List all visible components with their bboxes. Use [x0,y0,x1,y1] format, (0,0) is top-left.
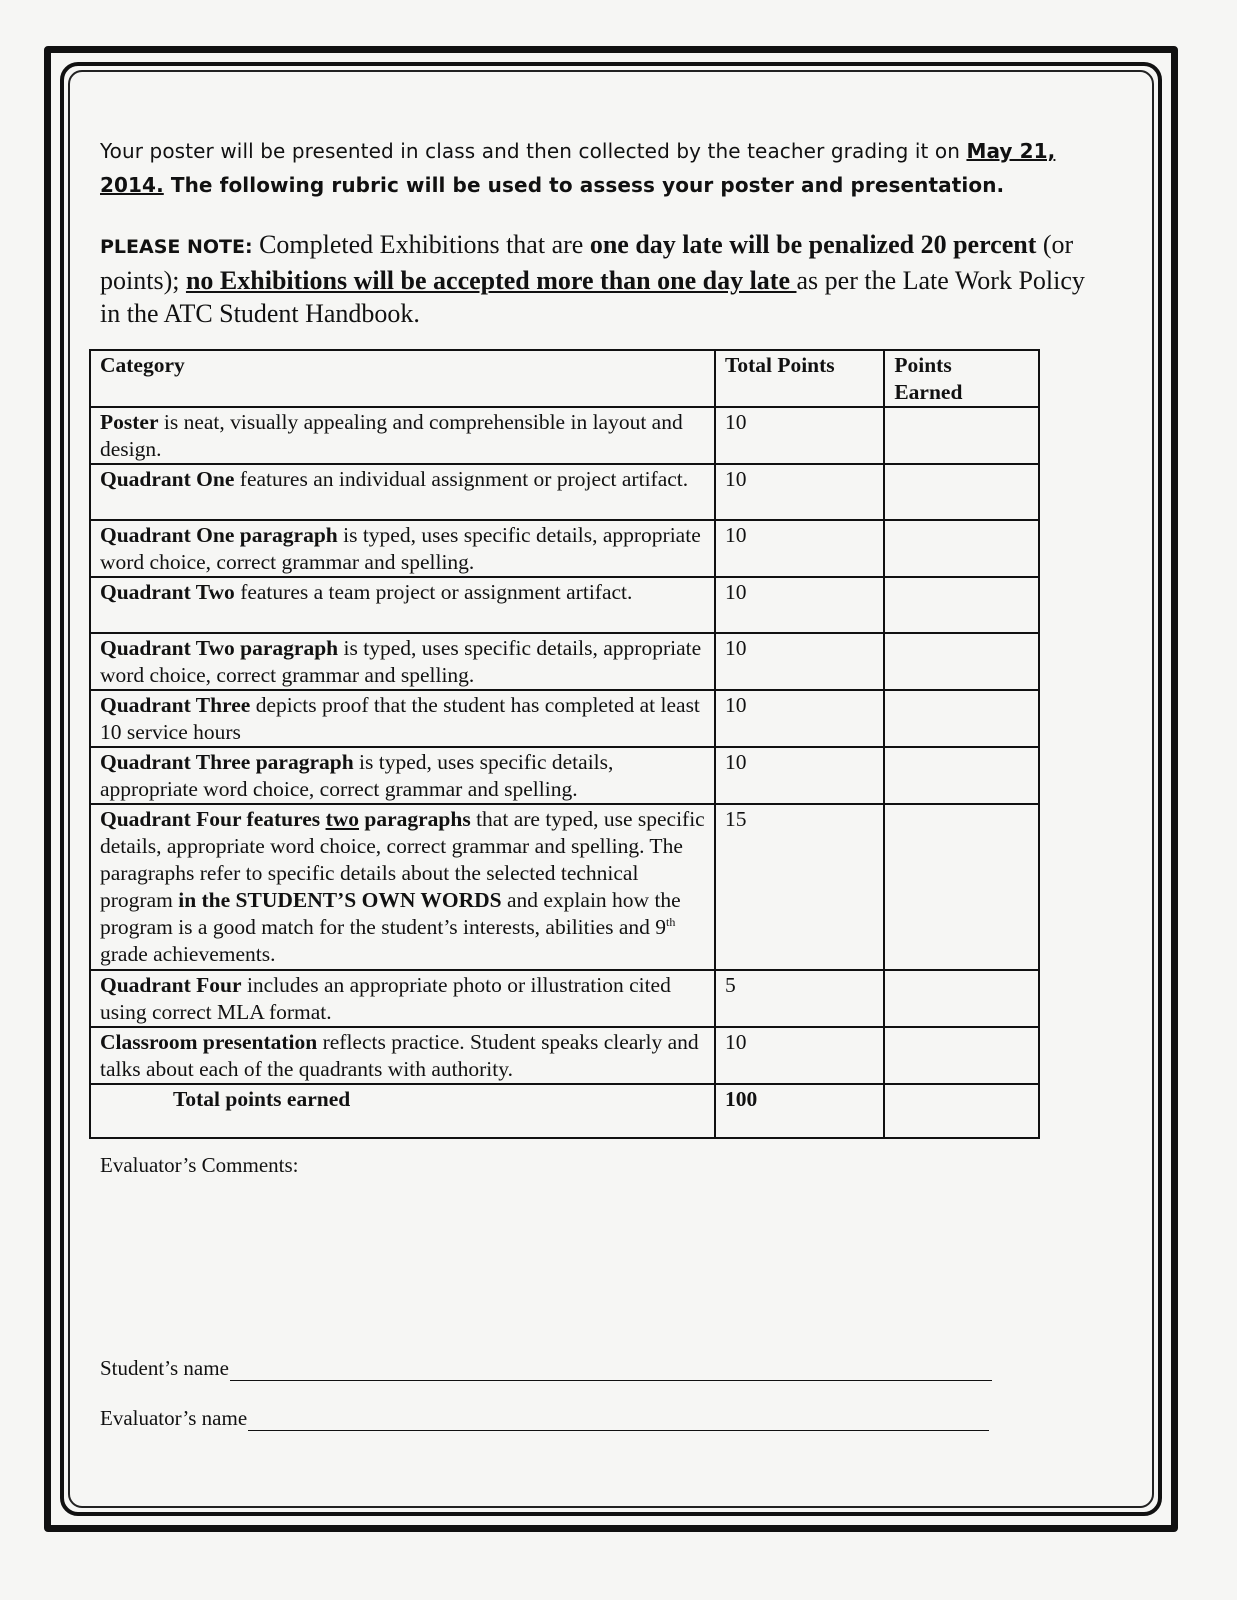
total-points-cell: 10 [715,407,884,464]
student-name-line[interactable] [230,1358,992,1381]
note-text-3: as per the Late Work Policy in the ATC Student Handbook. [100,266,1085,328]
due-date-part1: May 21, [966,139,1056,163]
student-name-field [100,1356,992,1381]
header-total-points: Total Points [715,350,884,407]
category-text: is typed, uses specific details, appropriate word choice, correct grammar and spelling. [100,636,702,687]
total-points-cell: 10 [715,690,884,747]
category-text: reflects practice. Student speaks clearly and talks about each of the quadrants with authority. [100,1030,699,1081]
evaluator-name-label: Evaluator’s name [100,1406,248,1430]
category-text: features an individual assignment or project artifact. [234,467,689,491]
table-header-row [90,350,1039,407]
note-text-1: Completed Exhibitions that are [252,230,590,259]
header-category: Category [90,350,715,407]
category-text: features a team project or assignment artifact. [234,580,633,604]
total-points-cell: 10 [715,633,884,690]
rubric-table [89,349,1040,1139]
points-earned-cell[interactable] [884,520,1039,577]
total-points-earned-cell[interactable] [884,1084,1039,1138]
total-points-cell: 10 [715,747,884,804]
note-penalty: one day late will be penalized 20 percent [589,230,1037,259]
category-cell [90,464,715,520]
category-bold: Quadrant Three paragraph [100,750,354,774]
points-earned-cell[interactable] [884,1027,1039,1084]
points-earned-cell[interactable] [884,633,1039,690]
table-row [90,690,1039,747]
total-points-cell: 15 [715,804,884,970]
category-text-3: grade achievements. [100,942,276,966]
category-text: is typed, uses specific details, appropriate word choice, correct grammar and spelling. [100,523,701,574]
category-bold: Poster [100,410,159,434]
total-row [90,1084,1039,1138]
category-cell [90,633,715,690]
evaluator-name-line[interactable] [248,1408,989,1431]
category-bold: Quadrant Three [100,693,251,717]
due-date-part2: 2014. [100,173,164,197]
category-text: depicts proof that the student has completed at least 10 service hours [100,693,700,744]
points-earned-cell[interactable] [884,464,1039,520]
total-points-cell: 10 [715,1027,884,1084]
total-label: Total points earned [90,1084,715,1138]
intro-text: Your poster will be presented in class and then collected by the teacher grading it on [100,139,967,163]
superscript: th [666,914,676,929]
points-earned-cell[interactable] [884,407,1039,464]
table-row [90,970,1039,1027]
category-cell [90,970,715,1027]
total-points-cell: 10 [715,464,884,520]
note-label: PLEASE NOTE: [100,236,253,258]
category-bold: Quadrant One paragraph [100,523,338,547]
total-points-cell: 10 [715,520,884,577]
table-row [90,633,1039,690]
total-points-cell: 10 [715,577,884,633]
student-name-label: Student’s name [100,1356,229,1380]
category-bold-3: in the STUDENT’S OWN WORDS [178,888,502,912]
intro-paragraph [100,134,1100,202]
header-points-earned [884,350,1039,407]
table-row [90,520,1039,577]
category-cell [90,690,715,747]
points-earned-cell[interactable] [884,577,1039,633]
category-text-2: and explain how the program is a good match for the student’s interests, abilities and 9 [100,888,681,939]
points-earned-cell[interactable] [884,747,1039,804]
category-cell [90,804,715,970]
table-row [90,747,1039,804]
intro-rubric-text: The following rubric will be used to assess your poster and presentation. [163,173,1005,197]
category-cell [90,577,715,633]
category-cell [90,407,715,464]
table-row [90,577,1039,633]
table-row [90,407,1039,464]
points-earned-cell[interactable] [884,804,1039,970]
category-text: is typed, uses specific details, appropriate word choice, correct grammar and spelling. [100,750,614,801]
total-points-value: 100 [715,1084,884,1138]
category-bold: Quadrant One [100,467,235,491]
category-cell [90,1027,715,1084]
category-bold: Quadrant Four features [100,807,326,831]
category-text: that are typed, use specific details, appropriate word choice, correct grammar and spelling. The paragraphs refer to specific details about the selected technical program [100,807,705,912]
category-bold-underline: two [325,807,359,831]
category-cell [90,747,715,804]
category-cell [90,520,715,577]
evaluator-name-field [100,1406,989,1431]
points-earned-cell[interactable] [884,970,1039,1027]
header-points-earned-text: Points Earned [894,353,963,404]
category-bold: Quadrant Two [100,580,235,604]
points-earned-cell[interactable] [884,690,1039,747]
evaluator-comments-label: Evaluator’s Comments: [100,1153,299,1177]
late-policy-note [100,228,1110,330]
note-text-2: (or points); [100,230,1074,295]
note-no-late: no Exhibitions will be accepted more than one day late [185,266,797,295]
total-points-cell: 5 [715,970,884,1027]
category-bold-2: paragraphs [359,807,471,831]
category-bold: Quadrant Four [100,973,242,997]
table-row [90,464,1039,520]
table-row [90,804,1039,970]
category-bold: Classroom presentation [100,1030,318,1054]
category-bold: Quadrant Two paragraph [100,636,339,660]
category-text: is neat, visually appealing and comprehensible in layout and design. [100,410,683,461]
table-row [90,1027,1039,1084]
category-text: includes an appropriate photo or illustration cited using correct MLA format. [100,973,671,1024]
